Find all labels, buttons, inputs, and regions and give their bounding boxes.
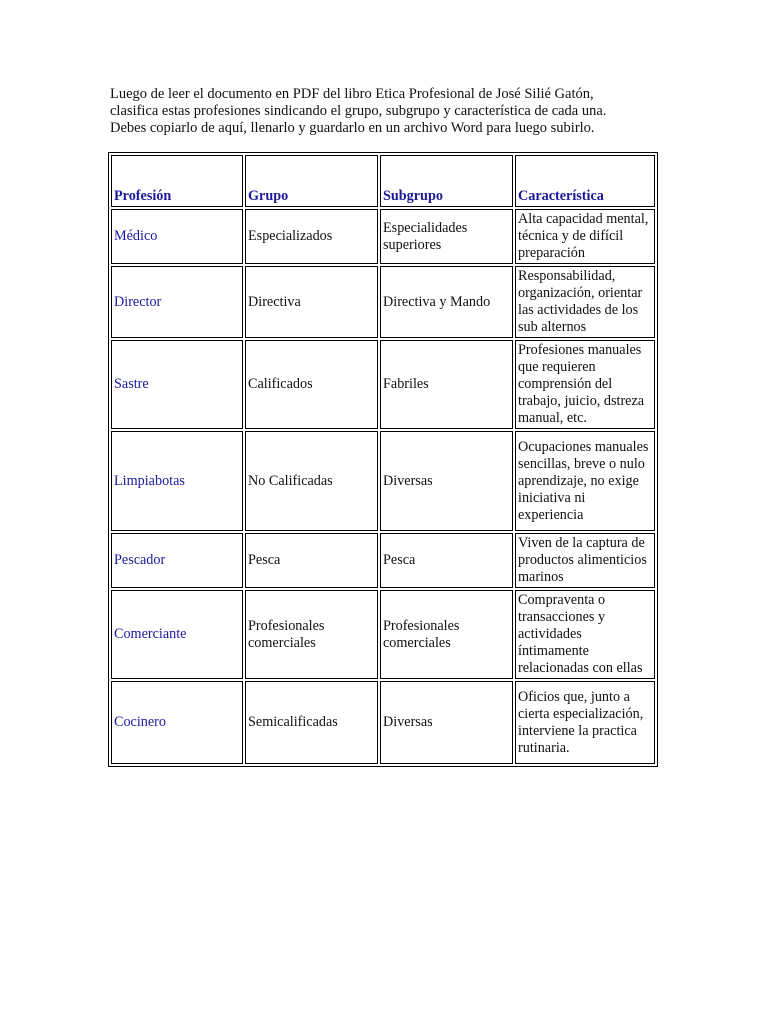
cell-profesion: Director [111,266,243,338]
header-profesion: Profesión [111,155,243,207]
cell-caracteristica: Alta capacidad mental, técnica y de difícil preparación [515,209,655,264]
header-caracteristica: Característica [515,155,655,207]
professions-table [108,152,658,767]
cell-subgrupo: Directiva y Mando [380,266,513,338]
cell-profesion: Pescador [111,533,243,588]
cell-grupo: Directiva [245,266,378,338]
cell-caracteristica: Profesiones manuales que requieren comprensión del trabajo, juicio, dstreza manual, etc. [515,340,655,429]
instructions-line: clasifica estas profesiones sindicando el grupo, subgrupo y característica de cada una. [110,103,607,119]
table-row [111,431,655,531]
table-row [111,340,655,429]
table-header-row [111,155,655,207]
cell-grupo: Profesionales comerciales [245,590,378,679]
table-row [111,681,655,764]
instructions-paragraph [110,86,670,137]
cell-grupo: No Calificadas [245,431,378,531]
instructions-line: Debes copiarlo de aquí, llenarlo y guardarlo en un archivo Word para luego subirlo. [110,120,595,136]
header-subgrupo: Subgrupo [380,155,513,207]
cell-profesion: Limpiabotas [111,431,243,531]
cell-caracteristica: Ocupaciones manuales sencillas, breve o nulo aprendizaje, no exige iniciativa ni experiencia [515,431,655,531]
instructions-line: Luego de leer el documento en PDF del libro Etica Profesional de José Silié Gatón, [110,86,594,102]
cell-grupo: Especializados [245,209,378,264]
cell-profesion: Médico [111,209,243,264]
cell-grupo: Calificados [245,340,378,429]
cell-subgrupo: Fabriles [380,340,513,429]
cell-grupo: Semicalificadas [245,681,378,764]
cell-subgrupo: Especialidades superiores [380,209,513,264]
cell-profesion: Sastre [111,340,243,429]
cell-grupo: Pesca [245,533,378,588]
cell-profesion: Comerciante [111,590,243,679]
table-row [111,533,655,588]
cell-caracteristica: Responsabilidad, organización, orientar las actividades de los sub alternos [515,266,655,338]
cell-profesion: Cocinero [111,681,243,764]
cell-subgrupo: Profesionales comerciales [380,590,513,679]
table-row [111,209,655,264]
cell-subgrupo: Pesca [380,533,513,588]
header-grupo: Grupo [245,155,378,207]
table-row [111,266,655,338]
table-row [111,590,655,679]
cell-caracteristica: Compraventa o transacciones y actividades íntimamente relacionadas con ellas [515,590,655,679]
cell-subgrupo: Diversas [380,681,513,764]
cell-caracteristica: Oficios que, junto a cierta especialización, interviene la practica rutinaria. [515,681,655,764]
cell-subgrupo: Diversas [380,431,513,531]
cell-caracteristica: Viven de la captura de productos alimenticios marinos [515,533,655,588]
